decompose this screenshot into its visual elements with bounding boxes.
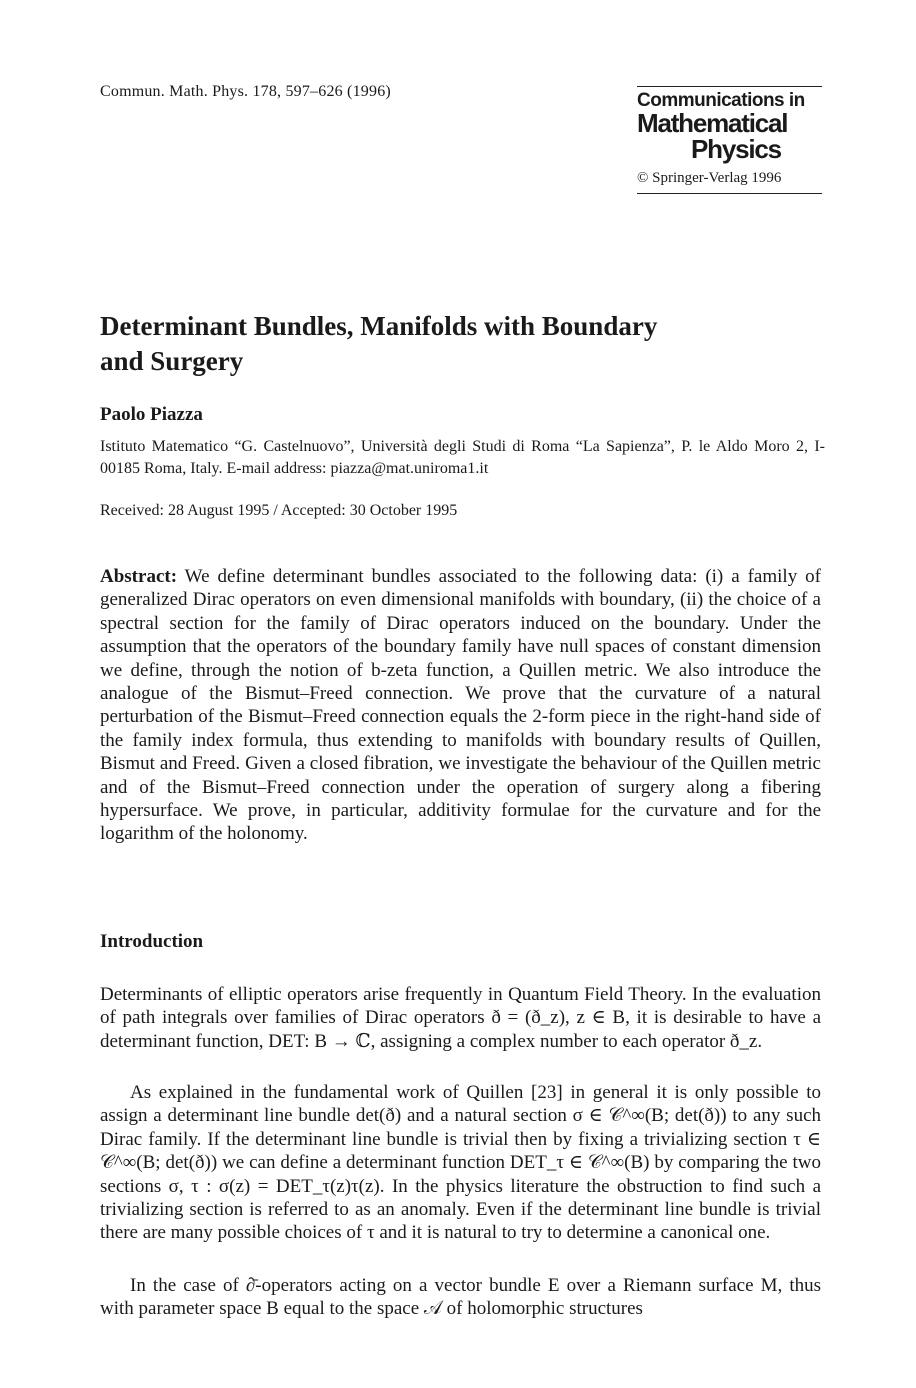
author-affiliation: Istituto Matematico “G. Castelnuovo”, Università degli Studi di Roma “La Sapienza”, P. le Aldo Moro 2, I-00185 Roma, Italy. E-mail address: piazza@mat.uniroma1.it [100, 438, 825, 477]
abstract-text: We define determinant bundles associated to the following data: (i) a family of generalized Dirac operators on even dimensional manifolds with boundary, (ii) the choice of a spectral section for the family of Dirac operators induced on the boundary. Under the assumption that the operators of the boundary family have null spaces of constant dimension we define, through the notion of b-zeta function, a Quillen metric. We also introduce the analogue of the Bismut–Freed connection. We prove that the curvature of a natural perturbation of the Bismut–Freed connection equals the 2-form piece in the right-hand side of the family index formula, thus extending to manifolds with boundary results of Quillen, Bismut and Freed. Given a closed fibration, we investigate the behaviour of the Quillen metric and of the Bismut–Freed connection under the operation of surgery along a fibering hypersurface. We prove, in particular, additivity formulae for the curvature and for the logarithm of the holonomy. [100, 566, 821, 845]
journal-logo-line3: Physics [691, 134, 781, 164]
abstract [100, 565, 821, 846]
received-dates: Received: 28 August 1995 / Accepted: 30 October 1995 [100, 502, 458, 519]
journal-logo-line2: Mathematical [637, 108, 788, 138]
journal-logo-line1: Communications in [637, 90, 805, 111]
paper-title [100, 309, 800, 379]
copyright-notice: © Springer-Verlag 1996 [637, 170, 782, 186]
intro-paragraph-1: Determinants of elliptic operators arise frequently in Quantum Field Theory. In the evaluation of path integrals over families of Dirac operators ð = (ð_z), z ∈ B, it is desirable to have a determinant function, DET: B → ℂ, assigning a complex number to each operator ð_z. [100, 984, 821, 1052]
intro-paragraph-3: In the case of ∂̄-operators acting on a vector bundle E over a Riemann surface M, thus with parameter space B equal to the space 𝒜 of holomorphic structures [100, 1275, 821, 1320]
journal-citation: Commun. Math. Phys. 178, 597–626 (1996) [100, 83, 391, 100]
section-heading-introduction: Introduction [100, 931, 204, 952]
intro-paragraph-2: As explained in the fundamental work of Quillen [23] in general it is only possible to assign a determinant line bundle det(ð) and a natural section σ ∈ 𝒞^∞(B; det(ð)) to any such Dirac family. If the determinant line bundle is trivial then by fixing a trivializing section τ ∈ 𝒞^∞(B; det(ð)) we can define a determinant function DET_τ ∈ 𝒞^∞(B) by comparing the two sections σ, τ : σ(z) = DET_τ(z)τ(z). In the physics literature the obstruction to find such a trivializing section is referred to as an anomaly. Even if the determinant line bundle is trivial there are many possible choices of τ and it is natural to try to determine a canonical one. [100, 1082, 821, 1244]
journal-logo [637, 86, 822, 194]
paper-title-line2: and Surgery [100, 346, 244, 376]
paper-title-line1: Determinant Bundles, Manifolds with Boundary [100, 311, 658, 341]
abstract-label: Abstract: [100, 566, 178, 587]
author-name: Paolo Piazza [100, 404, 203, 425]
